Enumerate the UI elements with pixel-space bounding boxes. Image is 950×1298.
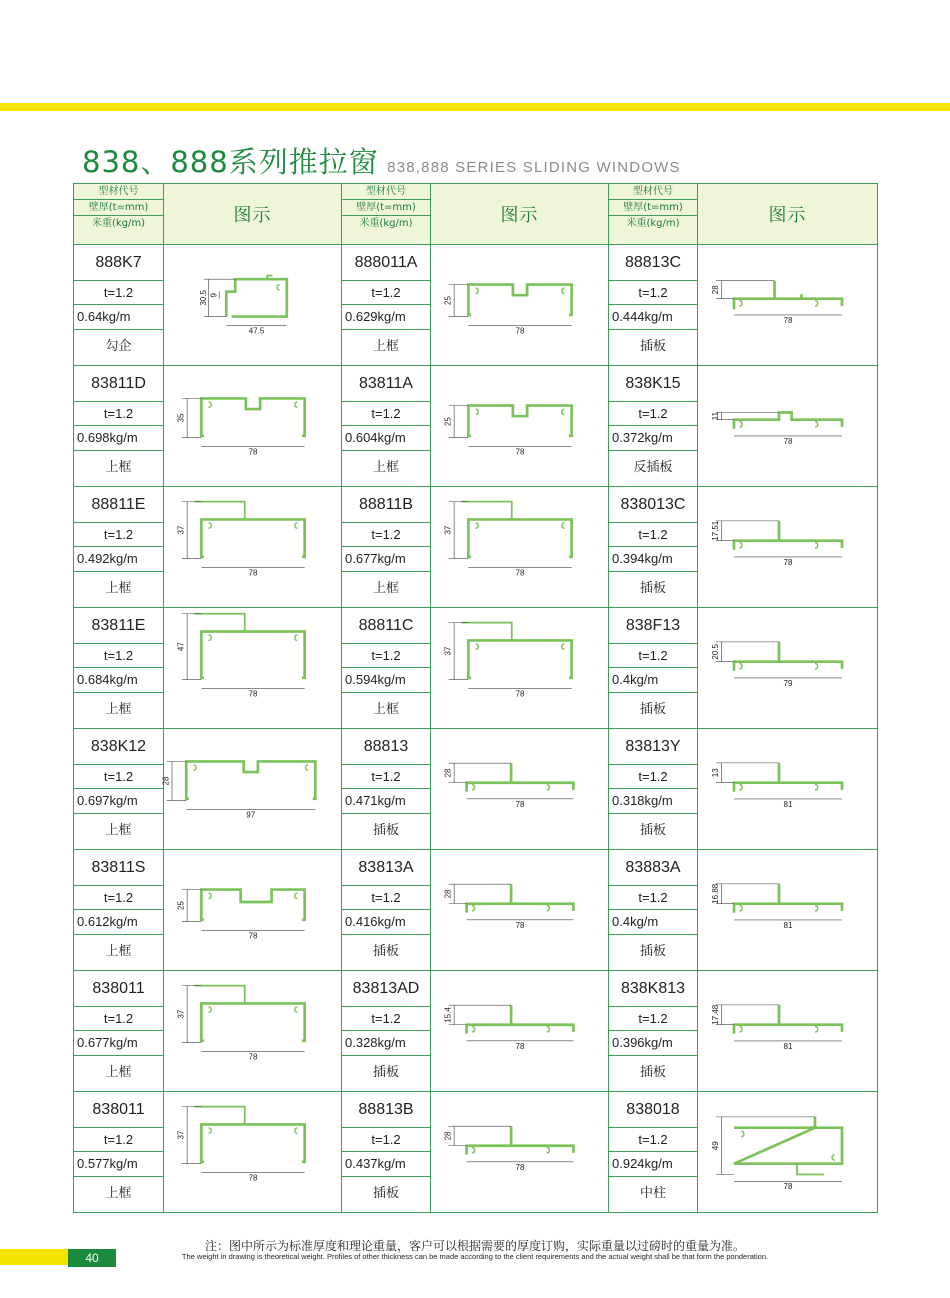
dimension-height: 28 [710,285,720,295]
header-code-label: 型材代号 [609,184,697,200]
header-thickness-label: 壁厚(t=mm) [74,200,163,216]
profile-drawing [711,411,842,446]
wall-thickness: t=1.2 [609,886,697,910]
profile-figure-cell [698,1092,878,1213]
profile-name: 上框 [105,460,132,475]
profile-code: 88813B [342,1092,430,1128]
profile-info-cell [74,971,164,1092]
dimension-height: 20.5 [710,643,720,660]
profile-figure-cell [164,608,342,729]
header-labels [74,184,164,245]
profile-figure-cell [164,850,342,971]
wall-thickness: t=1.2 [609,765,697,789]
profile-code: 88811E [74,487,163,523]
profile-figure-svg [164,367,342,485]
profile-code: 838K15 [609,366,697,402]
dimension-height: 25 [443,296,453,306]
profile-figure-cell [164,245,342,366]
profile-figure-svg [698,609,878,727]
profile-name: 插板 [372,1186,399,1201]
dimension-width: 78 [248,447,258,457]
profile-drawing [711,883,842,930]
profile-code: 83811A [342,366,430,402]
wall-thickness: t=1.2 [74,1128,163,1152]
dimension-height: 25 [443,417,453,427]
meter-weight: 0.677kg/m [342,547,430,572]
meter-weight: 0.372kg/m [609,426,697,451]
profile-figure-svg [164,1093,342,1211]
profile-info-cell [609,1092,698,1213]
profile-name: 插板 [372,944,399,959]
profile-figure-cell [431,850,609,971]
wall-thickness: t=1.2 [74,765,163,789]
profile-code: 83811D [74,366,163,402]
meter-weight: 0.471kg/m [342,789,430,814]
profile-drawing [444,285,572,336]
profile-info-cell [74,729,164,850]
profile-code: 838013C [609,487,697,523]
dimension-width: 78 [515,1162,525,1172]
table-row [74,245,878,366]
profile-name: 插板 [372,1065,399,1080]
profile-figure-svg [698,730,878,848]
profile-figure-cell [698,608,878,729]
dimension-height: 47 [176,642,186,652]
meter-weight: 0.394kg/m [609,547,697,572]
meter-weight: 0.604kg/m [342,426,430,451]
profile-figure-svg [164,851,342,969]
dimension-height: 37 [443,525,453,535]
profile-figure-cell [431,487,609,608]
header-code-label: 型材代号 [342,184,430,200]
profile-info-cell [609,366,698,487]
profile-figure-svg [431,246,609,364]
dimension-width: 78 [248,931,258,941]
profile-info-cell [609,971,698,1092]
profile-figure-cell [431,729,609,850]
profile-figure-svg [431,851,609,969]
dimension-height: 17.48 [710,1004,720,1025]
profile-info-cell [74,487,164,608]
profile-name: 上框 [105,823,132,838]
profile-info-cell [74,850,164,971]
profile-figure-cell [698,850,878,971]
dimension-width: 78 [783,558,793,567]
header-code-label: 型材代号 [74,184,163,200]
profile-figure-svg [698,488,878,606]
wall-thickness: t=1.2 [342,281,430,305]
profile-figure-svg [164,972,342,1090]
profile-info-cell [342,850,431,971]
table-row [74,487,878,608]
dimension-width: 81 [783,921,793,930]
profile-code: 83813AD [342,971,430,1007]
dimension-width: 78 [515,1041,525,1051]
profile-info-cell [342,1092,431,1213]
profile-drawing [444,1005,574,1051]
table-header [74,184,878,245]
profile-drawing [444,502,572,578]
profile-code: 838011 [74,1092,163,1128]
dimension-width: 78 [515,568,525,578]
profile-info-cell [342,608,431,729]
wall-thickness: t=1.2 [74,281,163,305]
profile-drawing [177,502,305,578]
dimension-width: 78 [248,1173,258,1183]
profile-drawing [711,642,842,688]
dimension-height: 28 [161,776,171,786]
profile-name: 中柱 [639,1186,666,1201]
header-weight-label: 米重(kg/m) [626,218,680,229]
profile-code: 83813Y [609,729,697,765]
meter-weight: 0.4kg/m [609,910,697,935]
profile-name: 上框 [372,581,399,596]
profile-info-cell [74,608,164,729]
wall-thickness: t=1.2 [609,523,697,547]
meter-weight: 0.698kg/m [74,426,163,451]
profile-info-cell [74,1092,164,1213]
meter-weight: 0.416kg/m [342,910,430,935]
meter-weight: 0.594kg/m [342,668,430,693]
wall-thickness: t=1.2 [342,523,430,547]
dimension-height: 15.4 [443,1007,453,1023]
profile-figure-svg [431,972,609,1090]
profile-figure-cell [164,971,342,1092]
profile-figure-svg [164,246,342,364]
profile-info-cell [74,245,164,366]
wall-thickness: t=1.2 [74,523,163,547]
profile-code: 88811B [342,487,430,523]
dimension-height: 49 [710,1141,720,1151]
profile-code: 83811S [74,850,163,886]
profile-name: 插板 [372,823,399,838]
profile-figure-svg [698,851,878,969]
profile-code: 83811E [74,608,163,644]
profile-drawing [711,281,842,325]
wall-thickness: t=1.2 [342,402,430,426]
dimension-height: 37 [443,646,453,656]
dimension-width: 78 [783,1181,793,1191]
meter-weight: 0.318kg/m [609,789,697,814]
header-thickness-label: 壁厚(t=mm) [342,200,430,216]
profile-info-cell [609,850,698,971]
wall-thickness: t=1.2 [609,1128,697,1152]
profile-info-cell [609,729,698,850]
dimension-height: 28 [443,768,453,778]
meter-weight: 0.677kg/m [74,1031,163,1056]
meter-weight: 0.444kg/m [609,305,697,330]
dimension-width: 78 [515,799,525,809]
profile-figure-cell [698,971,878,1092]
profile-code: 838F13 [609,608,697,644]
profile-drawing [444,763,574,809]
dimension-height: 17.51 [710,520,720,541]
profile-figure-cell [698,245,878,366]
dimension-height-2: 9 [209,292,219,298]
meter-weight: 0.612kg/m [74,910,163,935]
dimension-width: 78 [783,437,793,446]
profile-figure-cell [161,729,342,850]
profile-info-cell [342,971,431,1092]
profile-figure-svg [431,609,609,727]
profile-figure-svg [698,367,878,485]
dimension-width: 78 [515,920,525,930]
dimension-width: 78 [515,689,525,699]
profile-figure-svg [431,488,609,606]
profile-drawing [444,1126,574,1172]
profile-info-cell [342,245,431,366]
dimension-width: 78 [783,316,793,325]
meter-weight: 0.328kg/m [342,1031,430,1056]
profile-info-cell [609,608,698,729]
profile-figure-svg [164,609,342,727]
meter-weight: 0.924kg/m [609,1152,697,1177]
profile-figure-svg [698,972,878,1090]
table-row [74,729,878,850]
table-row [74,1092,878,1213]
profile-figure-cell [164,366,342,487]
wall-thickness: t=1.2 [74,1007,163,1031]
title-english: 838,888 SERIES SLIDING WINDOWS [387,159,681,176]
profile-info-cell [74,366,164,487]
profile-figure-svg [164,488,342,606]
profile-drawing [161,761,315,819]
profile-code: 88811C [342,608,430,644]
profile-name: 上框 [372,702,399,717]
profile-name: 插板 [639,823,666,838]
profile-name: 上框 [105,1065,132,1080]
profile-code: 838011 [74,971,163,1007]
profile-name: 插板 [639,944,666,959]
header-weight-label: 米重(kg/m) [91,218,146,229]
dimension-width: 81 [783,1042,793,1051]
wall-thickness: t=1.2 [74,402,163,426]
profile-figure-svg [161,730,342,848]
profile-name: 上框 [372,460,399,475]
header-labels [342,184,431,245]
footnote-chinese: 注：图中所示为标准厚度和理论重量，客户可以根据需要的厚度订购，实际重量以过磅时的重量为准。 [204,1239,745,1253]
dimension-width: 97 [246,810,256,820]
wall-thickness: t=1.2 [609,1007,697,1031]
profile-info-cell [342,366,431,487]
profile-figure-cell [431,971,609,1092]
title-chinese: 838、888系列推拉窗 [82,145,379,179]
dimension-height: 30.5 [198,290,208,306]
profile-name: 上框 [105,702,132,717]
profile-drawing [177,890,305,941]
profile-figure-svg [431,1093,609,1211]
profile-name: 插板 [639,339,666,354]
dimension-height: 37 [176,1130,186,1140]
profile-name: 插板 [639,581,666,596]
profile-drawing [444,623,572,699]
profile-drawing [177,398,305,456]
profile-drawing [177,1107,305,1183]
meter-weight: 0.64kg/m [74,305,163,330]
profile-figure-svg [431,367,609,485]
dimension-width: 78 [515,447,525,457]
dimension-width: 81 [783,800,793,809]
profile-name: 反插板 [633,460,673,475]
header-thickness-label: 壁厚(t=mm) [609,200,697,216]
profile-figure-cell [164,1092,342,1213]
meter-weight: 0.577kg/m [74,1152,163,1177]
table-row [74,971,878,1092]
dimension-height: 13 [710,768,720,778]
profile-figure-cell [431,608,609,729]
profile-figure-cell [698,366,878,487]
profile-code: 888K7 [74,245,163,281]
profile-drawing [177,614,305,699]
profile-figure-cell [698,487,878,608]
dimension-height: 28 [443,889,453,899]
profile-info-cell [342,487,431,608]
profile-catalog-table [73,183,878,1213]
wall-thickness: t=1.2 [342,1007,430,1031]
profile-figure-cell [431,245,609,366]
header-weight-label: 米重(kg/m) [359,218,413,229]
wall-thickness: t=1.2 [342,886,430,910]
dimension-width: 79 [783,679,793,688]
dimension-height: 16.88 [710,883,720,904]
profile-code: 838K813 [609,971,697,1007]
dimension-width: 78 [248,1052,258,1062]
profile-name: 上框 [105,1186,132,1201]
table-row [74,366,878,487]
page-number: 40 [68,1249,116,1267]
profile-drawing [711,520,842,567]
meter-weight: 0.437kg/m [342,1152,430,1177]
wall-thickness: t=1.2 [609,644,697,668]
profile-drawing [444,406,572,457]
footnote-english: The weight in drawing is theoretical weight. Profiles of other thickness can be made according to the client requirements and the actual weight shall be that form the ponderation. [181,1252,769,1261]
dimension-height: 37 [176,1009,186,1019]
wall-thickness: t=1.2 [342,644,430,668]
profile-name: 上框 [105,944,132,959]
profile-code: 83813A [342,850,430,886]
profile-figure-svg [698,246,878,364]
meter-weight: 0.697kg/m [74,789,163,814]
dimension-height: 25 [176,901,186,911]
profile-figure-cell [698,729,878,850]
profile-info-cell [609,487,698,608]
dimension-width: 47.5 [248,326,265,336]
profile-drawing [711,763,842,809]
table-row [74,850,878,971]
dimension-height: 35 [176,413,186,423]
profile-code: 838018 [609,1092,697,1128]
meter-weight: 0.492kg/m [74,547,163,572]
profile-figure-cell [164,487,342,608]
profile-figure-svg [698,1093,878,1211]
header-figure-label: 图示 [431,184,609,245]
profile-figure-cell [431,1092,609,1213]
wall-thickness: t=1.2 [609,402,697,426]
wall-thickness: t=1.2 [609,281,697,305]
profile-figure-svg [431,730,609,848]
header-figure-label: 图示 [698,184,878,245]
top-accent-bar [0,103,950,111]
wall-thickness: t=1.2 [74,886,163,910]
meter-weight: 0.396kg/m [609,1031,697,1056]
dimension-width: 78 [248,689,258,699]
wall-thickness: t=1.2 [342,765,430,789]
meter-weight: 0.4kg/m [609,668,697,693]
profile-drawing [444,884,574,930]
profile-name: 勾企 [105,339,132,354]
meter-weight: 0.684kg/m [74,668,163,693]
header-labels [609,184,698,245]
profile-name: 上框 [105,581,132,596]
wall-thickness: t=1.2 [342,1128,430,1152]
dimension-width: 78 [515,326,525,336]
dimension-width: 78 [248,568,258,578]
profile-drawing [199,276,287,336]
dimension-height: 11 [710,411,720,421]
profile-code: 83883A [609,850,697,886]
profile-info-cell [342,729,431,850]
wall-thickness: t=1.2 [74,644,163,668]
meter-weight: 0.629kg/m [342,305,430,330]
profile-code: 88813C [609,245,697,281]
profile-figure-cell [431,366,609,487]
dimension-height: 37 [176,525,186,535]
profile-name: 插板 [639,702,666,717]
profile-name: 上框 [372,339,399,354]
header-figure-label: 图示 [164,184,342,245]
profile-drawing [711,1117,842,1191]
profile-drawing [711,1004,842,1051]
profile-name: 插板 [639,1065,666,1080]
profile-code: 88813 [342,729,430,765]
profile-code: 838K12 [74,729,163,765]
dimension-height: 28 [443,1131,453,1141]
profile-code: 888011A [342,245,430,281]
profile-info-cell [609,245,698,366]
page-title [82,140,681,180]
profile-drawing [177,986,305,1062]
table-row [74,608,878,729]
